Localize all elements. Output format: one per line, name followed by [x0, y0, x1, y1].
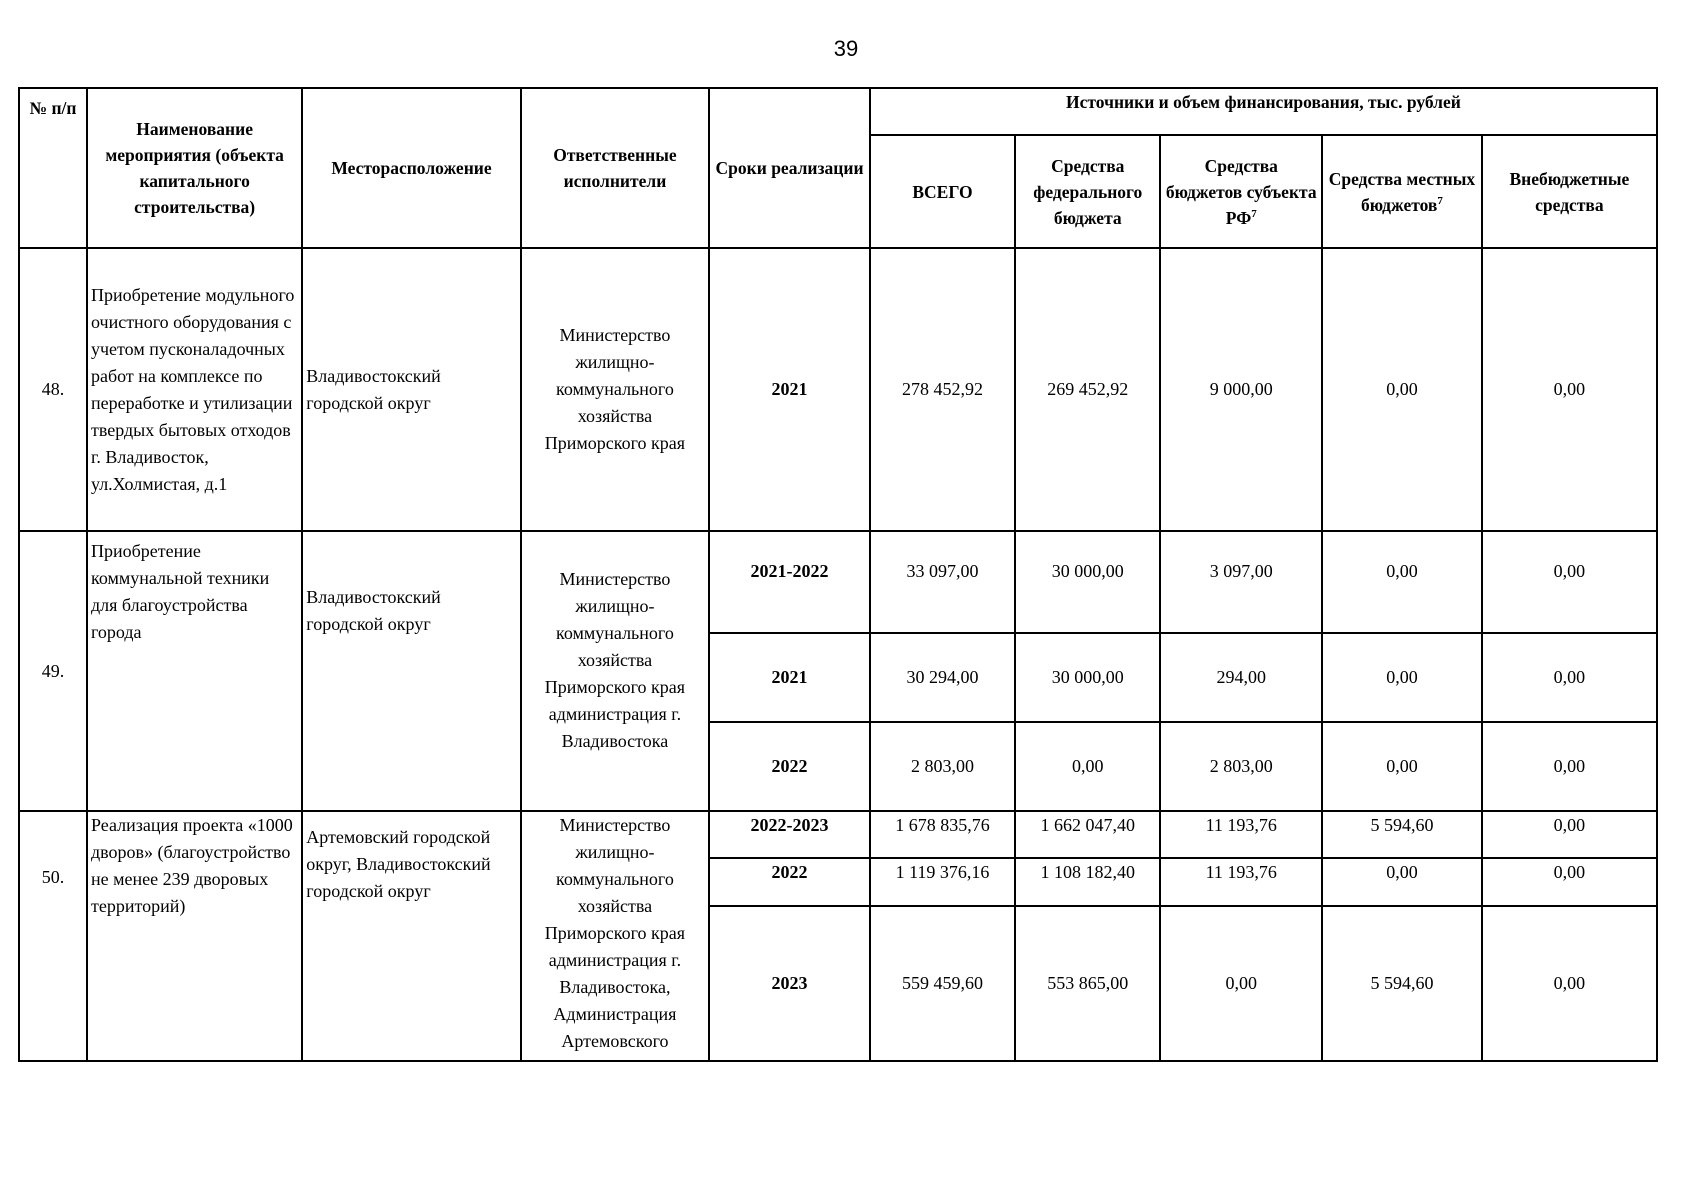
cell-local: 0,00: [1322, 633, 1482, 722]
cell-local: 0,00: [1322, 531, 1482, 633]
row-term: 2023: [709, 906, 870, 1061]
cell-federal: 1 662 047,40: [1015, 811, 1160, 858]
row-name: Реализация проекта «1000 дворов» (благоустройство не менее 239 дворовых территорий): [87, 811, 302, 1061]
row-term: 2022: [709, 722, 870, 811]
header-name: Наименование мероприятия (объекта капитального строительства): [87, 88, 302, 248]
cell-extra: 0,00: [1482, 633, 1657, 722]
cell-extra: 0,00: [1482, 531, 1657, 633]
row-location: Артемовский городской округ, Владивостокский городской округ: [302, 811, 520, 1061]
cell-extra: 0,00: [1482, 722, 1657, 811]
row-term: 2021: [709, 248, 870, 531]
row-location: Владивостокский городской округ: [302, 248, 520, 531]
cell-total: 2 803,00: [870, 722, 1015, 811]
cell-federal: 0,00: [1015, 722, 1160, 811]
cell-subject: 0,00: [1160, 906, 1322, 1061]
row-term: 2022: [709, 858, 870, 906]
cell-local: 0,00: [1322, 858, 1482, 906]
row-location: Владивостокский городской округ: [302, 531, 520, 811]
row-term: 2021: [709, 633, 870, 722]
funding-table: [18, 87, 1658, 1062]
cell-local: 0,00: [1322, 248, 1482, 531]
row-term: 2022-2023: [709, 811, 870, 858]
header-local: [1322, 135, 1482, 248]
row-number: 49.: [19, 531, 87, 811]
cell-federal: 30 000,00: [1015, 633, 1160, 722]
cell-extra: 0,00: [1482, 906, 1657, 1061]
header-funding: Источники и объем финансирования, тыс. рублей: [870, 88, 1657, 135]
cell-total: 33 097,00: [870, 531, 1015, 633]
footnote-mark: 7: [1251, 207, 1257, 220]
header-federal: Средства федерального бюджета: [1015, 135, 1160, 248]
row-term: 2021-2022: [709, 531, 870, 633]
cell-subject: 11 193,76: [1160, 858, 1322, 906]
cell-federal: 1 108 182,40: [1015, 858, 1160, 906]
cell-subject: 2 803,00: [1160, 722, 1322, 811]
table-row: [19, 248, 1657, 531]
header-extra: Внебюджетные средства: [1482, 135, 1657, 248]
cell-total: 30 294,00: [870, 633, 1015, 722]
table-row: [19, 811, 1657, 858]
page-number: 39: [833, 36, 859, 61]
header-local-label: Средства местных бюджетов: [1328, 168, 1476, 215]
cell-subject: 294,00: [1160, 633, 1322, 722]
cell-extra: 0,00: [1482, 858, 1657, 906]
cell-total: 1 678 835,76: [870, 811, 1015, 858]
cell-subject: 11 193,76: [1160, 811, 1322, 858]
header-subject: [1160, 135, 1322, 248]
cell-total: 559 459,60: [870, 906, 1015, 1061]
cell-federal: 553 865,00: [1015, 906, 1160, 1061]
row-name: Приобретение модульного очистного оборудования с учетом пусконаладочных работ на комплексе по переработке и утилизации твердых бытовых отходов г. Владивосток, ул.Холмистая, д.1: [87, 248, 302, 531]
cell-extra: 0,00: [1482, 248, 1657, 531]
header-subject-label: Средства бюджетов субъекта РФ: [1165, 155, 1317, 228]
cell-extra: 0,00: [1482, 811, 1657, 858]
cell-federal: 30 000,00: [1015, 531, 1160, 633]
row-executors: Министерство жилищно-коммунального хозяйства Приморского края администрация г. Владивостока, Администрация Артемовского: [521, 811, 710, 1061]
table-row: [19, 531, 1657, 633]
cell-total: 1 119 376,16: [870, 858, 1015, 906]
cell-subject: 9 000,00: [1160, 248, 1322, 531]
cell-local: 5 594,60: [1322, 811, 1482, 858]
header-executors: Ответственные исполнители: [521, 88, 710, 248]
row-name: Приобретение коммунальной техники для благоустройства города: [87, 531, 302, 811]
cell-local: 5 594,60: [1322, 906, 1482, 1061]
header-location: Месторасположение: [302, 88, 520, 248]
row-number: 48.: [19, 248, 87, 531]
row-executors: Министерство жилищно-коммунального хозяйства Приморского края администрация г. Владивостока: [521, 531, 710, 811]
cell-federal: 269 452,92: [1015, 248, 1160, 531]
row-executors: Министерство жилищно-коммунального хозяйства Приморского края: [521, 248, 710, 531]
row-number: 50.: [19, 811, 87, 1061]
header-num: № п/п: [19, 88, 87, 248]
header-terms: Сроки реализации: [709, 88, 870, 248]
cell-subject: 3 097,00: [1160, 531, 1322, 633]
cell-local: 0,00: [1322, 722, 1482, 811]
cell-total: 278 452,92: [870, 248, 1015, 531]
footnote-mark: 7: [1437, 194, 1443, 207]
header-total: ВСЕГО: [870, 135, 1015, 248]
